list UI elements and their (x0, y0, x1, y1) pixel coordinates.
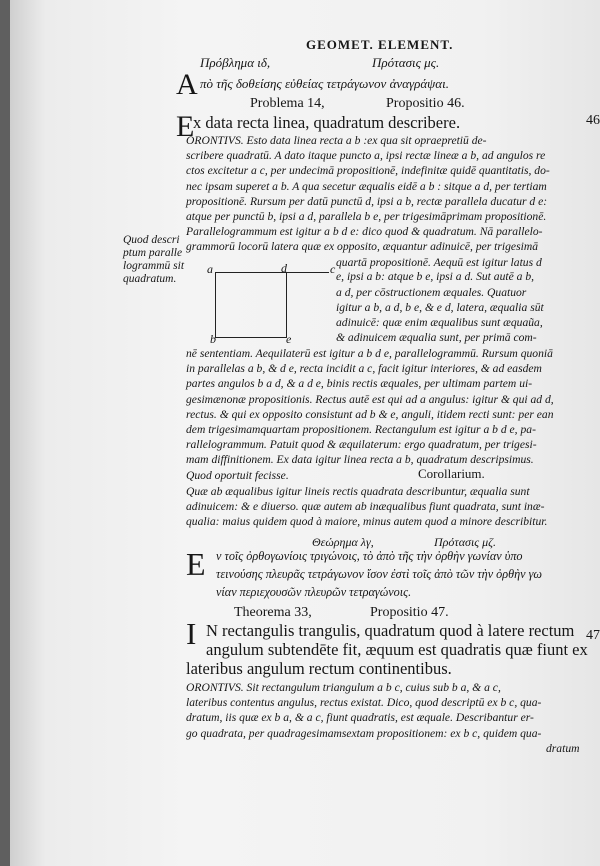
text-line: ctos excitetur a c, per undecimā propositionē, indefinitæ quidē quantitatis, do- (186, 164, 550, 178)
drop-cap-i: I (186, 616, 197, 651)
text-line: Quod oportuit fecisse. (186, 468, 289, 482)
square-figure (215, 272, 287, 338)
enunciation-line: angulum subtendēte fit, æquum est quadratis quæ fiunt ex (206, 640, 588, 659)
text-line: rectus. & qui ex opposito consistunt ad b & e, anguli, itidem recti sunt: per ean (186, 407, 554, 421)
greek-proposition-heading: Πρότασις μς. (372, 55, 440, 70)
text-line: & adinuicem æqualia sunt, per primā com- (336, 331, 537, 344)
figure-label-c: c (330, 262, 336, 276)
proposition-heading: Propositio 46. (386, 96, 465, 111)
greek-enunciation-line: ν τοῖς ὀρθογωνίοις τριγώνοις, τὸ ἀπὸ τῆς τὴν ὀρθὴν γωνίαν ὑπο (216, 549, 523, 563)
drop-cap-e: E (176, 110, 195, 143)
running-head: GEOMET. ELEMENT. (306, 37, 454, 52)
text-line: rallelogrammum. Patuit quod & æquilaterum: ergo quadratum, per trigesi- (186, 438, 537, 452)
text-line: ORONTIVS. Sit rectangulum triangulum a b c, cuius sub b a, & a c, (186, 681, 501, 694)
greek-drop-cap: Α (176, 68, 198, 101)
greek-proposition-heading: Πρότασις μζ. (434, 535, 497, 549)
greek-enunciation-line: νίαν περιεχουσῶν πλευρῶν τετραγώνοις. (216, 585, 412, 599)
text-line: in parallelas a b, & d e, recta incidit a c, facit igitur interiores, & ad easdem (186, 362, 542, 376)
corollary-heading: Corollarium. (418, 466, 485, 481)
text-line: scribere quadratū. A dato itaque puncto a, ipsi rectæ lineæ a b, ad angulos re (186, 149, 546, 163)
text-line: quartā propositionē. Aequū est igitur latus d (336, 255, 542, 269)
enunciation-line: lateribus angulum rectum continentibus. (186, 659, 452, 678)
text-line: e, ipsi a b: atque b e, ipsi a d. Sut autē a b, (336, 270, 535, 283)
text-line: nē sententiam. Aequilaterū est igitur a b d e, parallelogrammū. Rursum quoniā (186, 347, 553, 360)
text-line: atque per punctū b, ipsi a d, parallela b e, per trigesimāprimam propositionē. (186, 210, 547, 224)
text-line: grammorū locorū latera quæ ex opposito, æquantur adinuicē, per trigesimā (186, 240, 538, 254)
greek-theorem-heading: Θεώρημα λγ, (312, 535, 374, 549)
text-line: Quæ ab æqualibus igitur lineis rectis quadrata describuntur, æqualia sunt (186, 485, 530, 498)
text-line: qualia: maius quidem quod à maiore, minus autem quod a minore describitur. (186, 515, 548, 529)
text-line: nec ipsam superet a b. A qua secetur æqualis eidē a b : sitque a d, per tertiam (186, 179, 547, 193)
text-line: a d, per cōstructionem æquales. Quatuor (336, 286, 527, 299)
problem-heading: Problema 14, (250, 96, 325, 111)
text-line: ORONTIVS. Esto data linea recta a b :ex qua sit opraepretiū de- (186, 134, 487, 147)
text-line: dem trigesimamquartam propositionem. Rectangulum est igitur a b d e, pa- (186, 423, 536, 437)
book-page (10, 0, 600, 866)
figure-label-b: b (210, 332, 216, 346)
text-line: propositionē. Rursum per datū punctū d, ipsi a b, rectæ parallela ducatur d e: (186, 194, 548, 208)
figure-line-dc (285, 272, 329, 273)
greek-enunciation: πὸ τῆς δοθείσης εὐθείας τετράγωνον ἀναγράψαι. (200, 76, 449, 91)
corollary-text (186, 484, 547, 530)
text-line: igitur a b, a d, b e, & e d, latera, æqualia sūt (336, 301, 544, 314)
proof-text-3 (186, 680, 580, 756)
text-line: gesimænonæ propositionis. Rectus autē est qui ad a angulus: igitur & qui ad d, (186, 392, 554, 406)
text-line: partes angulos b a d, & a d e, binis rectis æquales, per ultimam partem ui- (186, 377, 533, 391)
theorem-heading: Theorema 33, (234, 605, 312, 620)
figure-label-a: a (207, 262, 213, 276)
proof-text-2 (186, 346, 554, 483)
text-line: go quadrata, per quadragesimamsextam propositionem: ex b c, quidem qua- (186, 726, 542, 740)
text-line: dratum, iis quæ ex b a, & a c, fiunt quadratis, est æquale. Describantur er- (186, 711, 534, 725)
proposition-heading: Propositio 47. (370, 605, 449, 620)
text-line: dratum (546, 741, 580, 755)
figure-label-e: e (286, 332, 292, 346)
text-line: adinuicem: & e diuerso. quæ autem ab inæqualibus fiunt quadrata, sunt inæ- (186, 500, 545, 514)
proof-text-1 (186, 133, 550, 270)
text-line: lateribus contentus angulus, rectus existat. Dico, quod descriptū ex b c, qua- (186, 696, 542, 710)
greek-problem-heading: Πρόβλημα ιδ, (200, 55, 271, 70)
greek-enunciation-line: τεινούσης πλευρᾶς τετράγωνον ἴσον ἐστὶ τοῖς ἀπὸ τῶν τὴν ὀρθὴν γω (216, 567, 543, 581)
text-line: Parallelogrammum est igitur a b d e: dico quod & quadratum. Nā parallelo- (186, 225, 543, 239)
enunciation: x data recta linea, quadratum describere. (193, 113, 461, 132)
text-line: mam diffinitionem. Ex data igitur linea recta a b, quadratum descripsimus. (186, 453, 534, 467)
figure-label-d: d (281, 261, 287, 275)
margin-note: Quod descri ptum paralle logrammū sit quadratum. (123, 234, 185, 285)
page-number-46: 46 (586, 113, 600, 128)
text-line: adinuicē: quæ enim æqualibus sunt æquaũa, (336, 316, 543, 329)
enunciation-line: N rectangulis trangulis, quadratum quod à latere rectum (206, 621, 575, 640)
greek-drop-cap: Ε (186, 546, 206, 582)
page-number-47: 47 (586, 628, 600, 643)
